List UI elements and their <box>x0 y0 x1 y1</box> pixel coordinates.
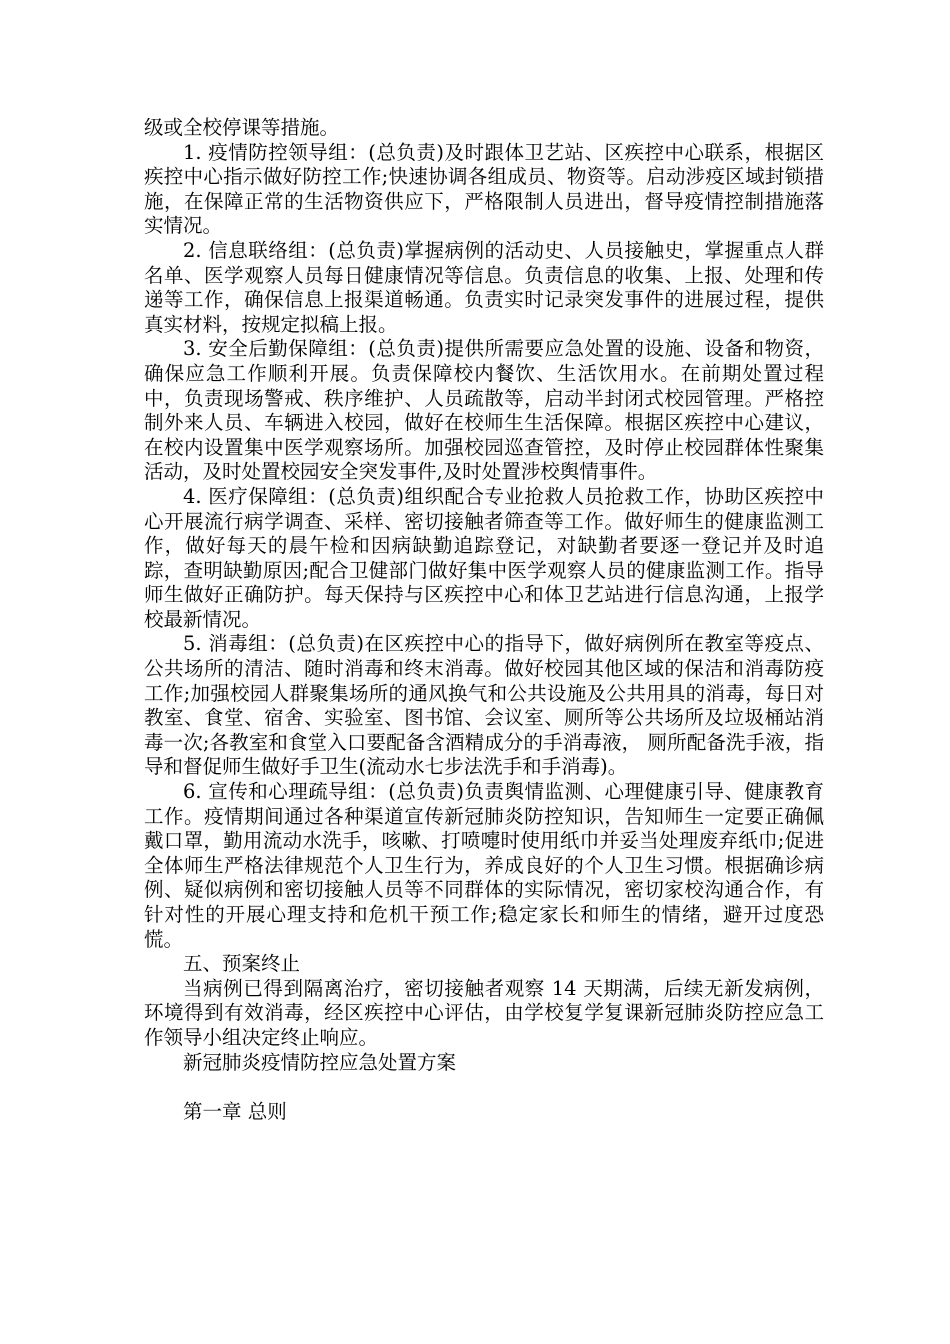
paragraph-epidemic-leadership-group: 1. 疫情防控领导组：(总负责)及时跟体卫艺站、区疾控中心联系，根据区疾控中心指示做好防控工作;快速协调各组成员、物资等。启动涉疫区域封锁措施，在保障正常的生活物资供应下，严格限制人员进出，督导疫情控制措施落实情况。 <box>144 140 824 238</box>
paragraph-continuation: 级或全校停课等措施。 <box>144 116 340 139</box>
chapter-heading-general-provisions: 第一章 总则 <box>183 1099 287 1123</box>
paragraph-information-liaison-group: 2. 信息联络组：(总负责)掌握病例的活动史、人员接触史，掌握重点人群名单、医学观察人员每日健康情况等信息。负责信息的收集、上报、处理和传递等工作，确保信息上报渠道畅通。负责实时记录突发事件的进展过程，提供真实材料，按规定拟稿上报。 <box>144 238 824 336</box>
paragraph-termination-conditions: 当病例已得到隔离治疗，密切接触者观察 14 天期满，后续无新发病例，环境得到有效消毒，经区疾控中心评估，由学校复学复课新冠肺炎防控应急工作领导小组决定终止响应。 <box>144 976 824 1049</box>
paragraph-publicity-counseling-group: 6. 宣传和心理疏导组：(总负责)负责舆情监测、心理健康引导、健康教育工作。疫情期间通过各种渠道宣传新冠肺炎防控知识，告知师生一定要正确佩戴口罩，勤用流动水洗手，咳嗽、打喷嚏时使用纸巾并妥当处理废弃纸巾;促进全体师生严格法律规范个人卫生行为，养成良好的个人卫生习惯。根据确诊病例、疑似病例和密切接触人员等不同群体的实际情况，密切家校沟通合作，有针对性的开展心理支持和危机干预工作;稳定家长和师生的情绪，避开过度恐慌。 <box>144 780 824 951</box>
paragraph-logistics-support-group: 3. 安全后勤保障组：(总负责)提供所需要应急处置的设施、设备和物资， 确保应急工作顺利开展。负责保障校内餐饮、生活饮用水。在前期处置过程中，负责现场警戒、秩序维护、人员疏散等，启动半封闭式校园管理。严格控制外来人员、车辆进入校园，做好在校师生生活保障。根据区疾控中心建议，在校内设置集中医学观察场所。加强校园巡查管控，及时停止校园群体性聚集活动，及时处置校园安全突发事件,及时处置涉校舆情事件。 <box>144 337 824 484</box>
paragraph-medical-support-group: 4. 医疗保障组：(总负责)组织配合专业抢救人员抢救工作，协助区疾控中心开展流行病学调查、采样、密切接触者筛查等工作。做好师生的健康监测工作，做好每天的晨午检和因病缺勤追踪登记，对缺勤者要逐一登记并及时追踪，查明缺勤原因;配合卫健部门做好集中医学观察人员的健康监测工作。指导师生做好正确防护。每天保持与区疾控中心和体卫艺站进行信息沟通，上报学校最新情况。 <box>144 484 824 631</box>
blank-line <box>144 1075 824 1100</box>
document-body <box>144 116 824 1124</box>
paragraph-disinfection-group: 5. 消毒组：(总负责)在区疾控中心的指导下，做好病例所在教室等疫点、公共场所的清洁、随时消毒和终末消毒。做好校园其他区域的保洁和消毒防疫工作;加强校园人群聚集场所的通风换气和公共设施及公共用具的消毒，每日对教室、食堂、宿舍、实验室、图书馆、会议室、厕所等公共场所及垃圾桶站消毒一次;各教室和食堂入口要配备含酒精成分的手消毒液， 厕所配备洗手液，指导和督促师生做好手卫生(流动水七步法洗手和手消毒)。 <box>144 632 824 779</box>
document-title-emergency-plan: 新冠肺炎疫情防控应急处置方案 <box>183 1050 457 1074</box>
section-heading-plan-termination: 五、预案终止 <box>183 952 301 976</box>
